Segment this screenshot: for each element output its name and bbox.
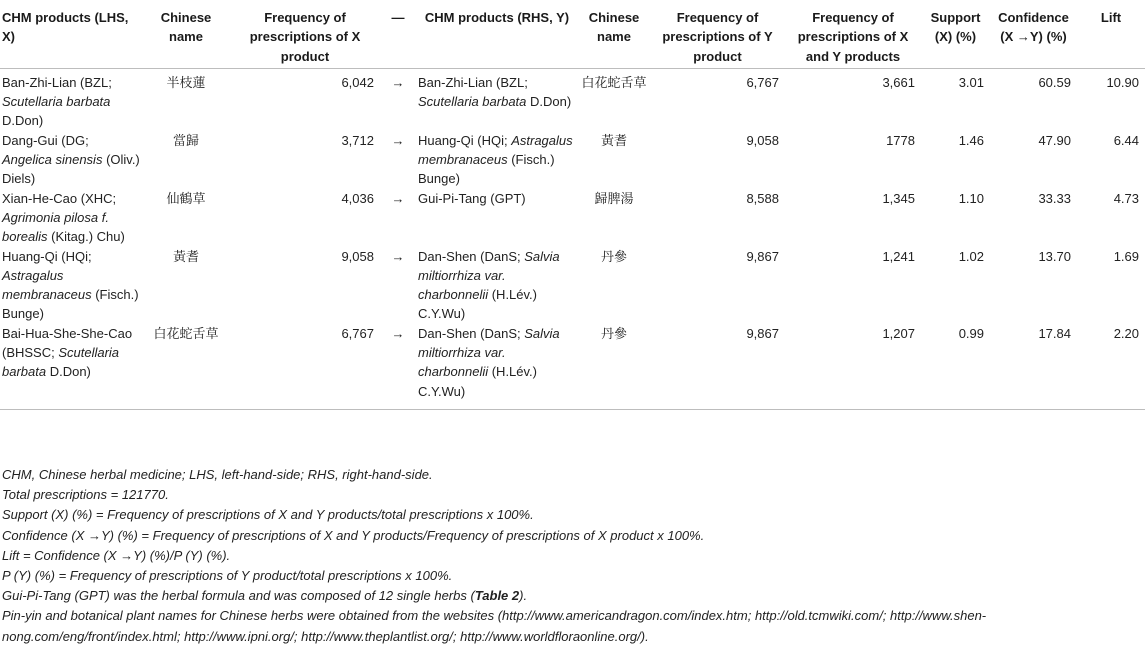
rhs-chinese-name: 丹參 — [600, 325, 627, 341]
freq-y: 9,867 — [746, 325, 779, 341]
header-rhs-chinese-name: Chinese name — [588, 10, 640, 45]
header-lhs-product: CHM products (LHS, X) — [2, 10, 129, 45]
confidence: 60.59 — [1038, 74, 1071, 90]
rule-arrow: → — [391, 74, 405, 90]
footnote-total: Total prescriptions = 121770. — [2, 487, 169, 503]
lhs-product: Xian-He-Cao (XHC; Agrimonia pilosa f. borealis (Kitag.) Chu) — [2, 190, 125, 245]
rhs-product: Ban-Zhi-Lian (BZL; Scutellaria barbata D.Don) — [418, 74, 572, 110]
lhs-chinese-name: 仙鶴草 — [166, 190, 206, 206]
header-freq-x: Frequency of prescriptions of X product — [249, 10, 361, 64]
table-row — [0, 247, 1145, 324]
header-support: Support (X) (%) — [930, 10, 981, 45]
freq-xy: 1778 — [886, 132, 915, 148]
rhs-chinese-name: 丹參 — [600, 248, 627, 264]
header-row — [0, 0, 1145, 68]
support: 1.46 — [958, 132, 984, 148]
freq-xy: 1,345 — [882, 190, 915, 206]
lhs-chinese-name: 半枝蓮 — [166, 74, 206, 90]
lift: 6.44 — [1113, 132, 1139, 148]
table-row — [0, 131, 1145, 189]
support: 1.02 — [958, 248, 984, 264]
footnote-abbreviations: CHM, Chinese herbal medicine; LHS, left-hand-side; RHS, right-hand-side. — [2, 467, 433, 482]
header-confidence: Confidence (X →Y) (%) — [998, 10, 1069, 45]
header-freq-xy: Frequency of prescriptions of X and Y products — [797, 10, 909, 64]
table-footnotes — [2, 465, 1142, 647]
freq-x: 9,058 — [341, 248, 374, 264]
footnote-support: Support (X) (%) = Frequency of prescriptions of X and Y products/total prescriptions x 100%. — [2, 507, 534, 523]
lhs-chinese-name: 當歸 — [172, 132, 199, 148]
rhs-product: Huang-Qi (HQi; Astragalus membranaceus (Fisch.) Bunge) — [418, 132, 573, 187]
confidence: 33.33 — [1038, 190, 1071, 206]
rhs-chinese-name: 歸脾湯 — [594, 190, 634, 206]
freq-y: 6,767 — [746, 74, 779, 90]
lhs-product: Dang-Gui (DG; Angelica sinensis (Oliv.) Diels) — [2, 132, 140, 187]
footnote-gpt: Gui-Pi-Tang (GPT) was the herbal formula and was composed of 12 single herbs (Table 2). — [2, 588, 528, 604]
rule-arrow: → — [391, 190, 405, 206]
lhs-product: Ban-Zhi-Lian (BZL; Scutellaria barbata D.Don) — [2, 74, 112, 129]
support: 1.10 — [958, 190, 984, 206]
header-dash: — — [391, 10, 405, 25]
footnote-py: P (Y) (%) = Frequency of prescriptions of Y product/total prescriptions x 100%. — [2, 568, 453, 584]
header-lift: Lift — [1100, 10, 1122, 25]
confidence: 47.90 — [1038, 132, 1071, 148]
freq-xy: 3,661 — [882, 74, 915, 90]
freq-xy: 1,241 — [882, 248, 915, 264]
support: 3.01 — [958, 74, 984, 90]
freq-x: 4,036 — [341, 190, 374, 206]
lift: 4.73 — [1113, 190, 1139, 206]
freq-x: 3,712 — [341, 132, 374, 148]
support: 0.99 — [958, 325, 984, 341]
header-lhs-chinese-name: Chinese name — [160, 10, 212, 45]
rule-arrow: → — [391, 325, 405, 341]
lhs-product: Bai-Hua-She-She-Cao (BHSSC; Scutellaria barbata D.Don) — [2, 325, 133, 380]
rhs-product: Dan-Shen (DanS; Salvia miltiorrhiza var. charbonnelii (H.Lév.) C.Y.Wu) — [418, 248, 560, 322]
freq-y: 8,588 — [746, 190, 779, 206]
rhs-chinese-name: 黃耆 — [600, 132, 627, 148]
table-row — [0, 68, 1145, 130]
rule-arrow: → — [391, 132, 405, 148]
freq-y: 9,058 — [746, 132, 779, 148]
lift: 2.20 — [1113, 325, 1139, 341]
lhs-chinese-name: 白花蛇舌草 — [153, 325, 219, 341]
header-rhs-product: CHM products (RHS, Y) — [424, 10, 570, 25]
footnote-lift: Lift = Confidence (X →Y) (%)/P (Y) (%). — [2, 547, 231, 563]
confidence: 13.70 — [1038, 248, 1071, 264]
freq-xy: 1,207 — [882, 325, 915, 341]
lhs-product: Huang-Qi (HQi; Astragalus membranaceus (Fisch.) Bunge) — [2, 248, 139, 322]
lhs-chinese-name: 黃耆 — [172, 248, 199, 264]
footnote-sources: Pin-yin and botanical plant names for Chinese herbs were obtained from the websites (http://www.americandragon.com/index.htm; http://old.tcmwiki.com/; http://www.shen-nong.com/eng/front/index.html; http://www.ipni.org/; http://www.theplantlist.org/; http://www.worldfloraonline.org/). — [2, 608, 987, 644]
freq-x: 6,767 — [341, 325, 374, 341]
header-freq-y: Frequency of prescriptions of Y product — [662, 10, 773, 64]
freq-x: 6,042 — [341, 74, 374, 90]
lift: 10.90 — [1106, 74, 1139, 90]
table-2-link[interactable]: Table 2 — [474, 588, 520, 604]
rhs-chinese-name: 白花蛇舌草 — [581, 74, 647, 90]
freq-y: 9,867 — [746, 248, 779, 264]
table-row — [0, 324, 1145, 410]
rule-arrow: → — [391, 248, 405, 264]
lift: 1.69 — [1113, 248, 1139, 264]
table-row — [0, 189, 1145, 247]
rhs-product: Dan-Shen (DanS; Salvia miltiorrhiza var. charbonnelii (H.Lév.) C.Y.Wu) — [418, 325, 560, 399]
footnote-confidence: Confidence (X →Y) (%) = Frequency of prescriptions of X and Y products/Frequency of prescriptions of X product x 100%. — [2, 527, 705, 543]
rhs-product: Gui-Pi-Tang (GPT) — [418, 190, 526, 206]
confidence: 17.84 — [1038, 325, 1071, 341]
